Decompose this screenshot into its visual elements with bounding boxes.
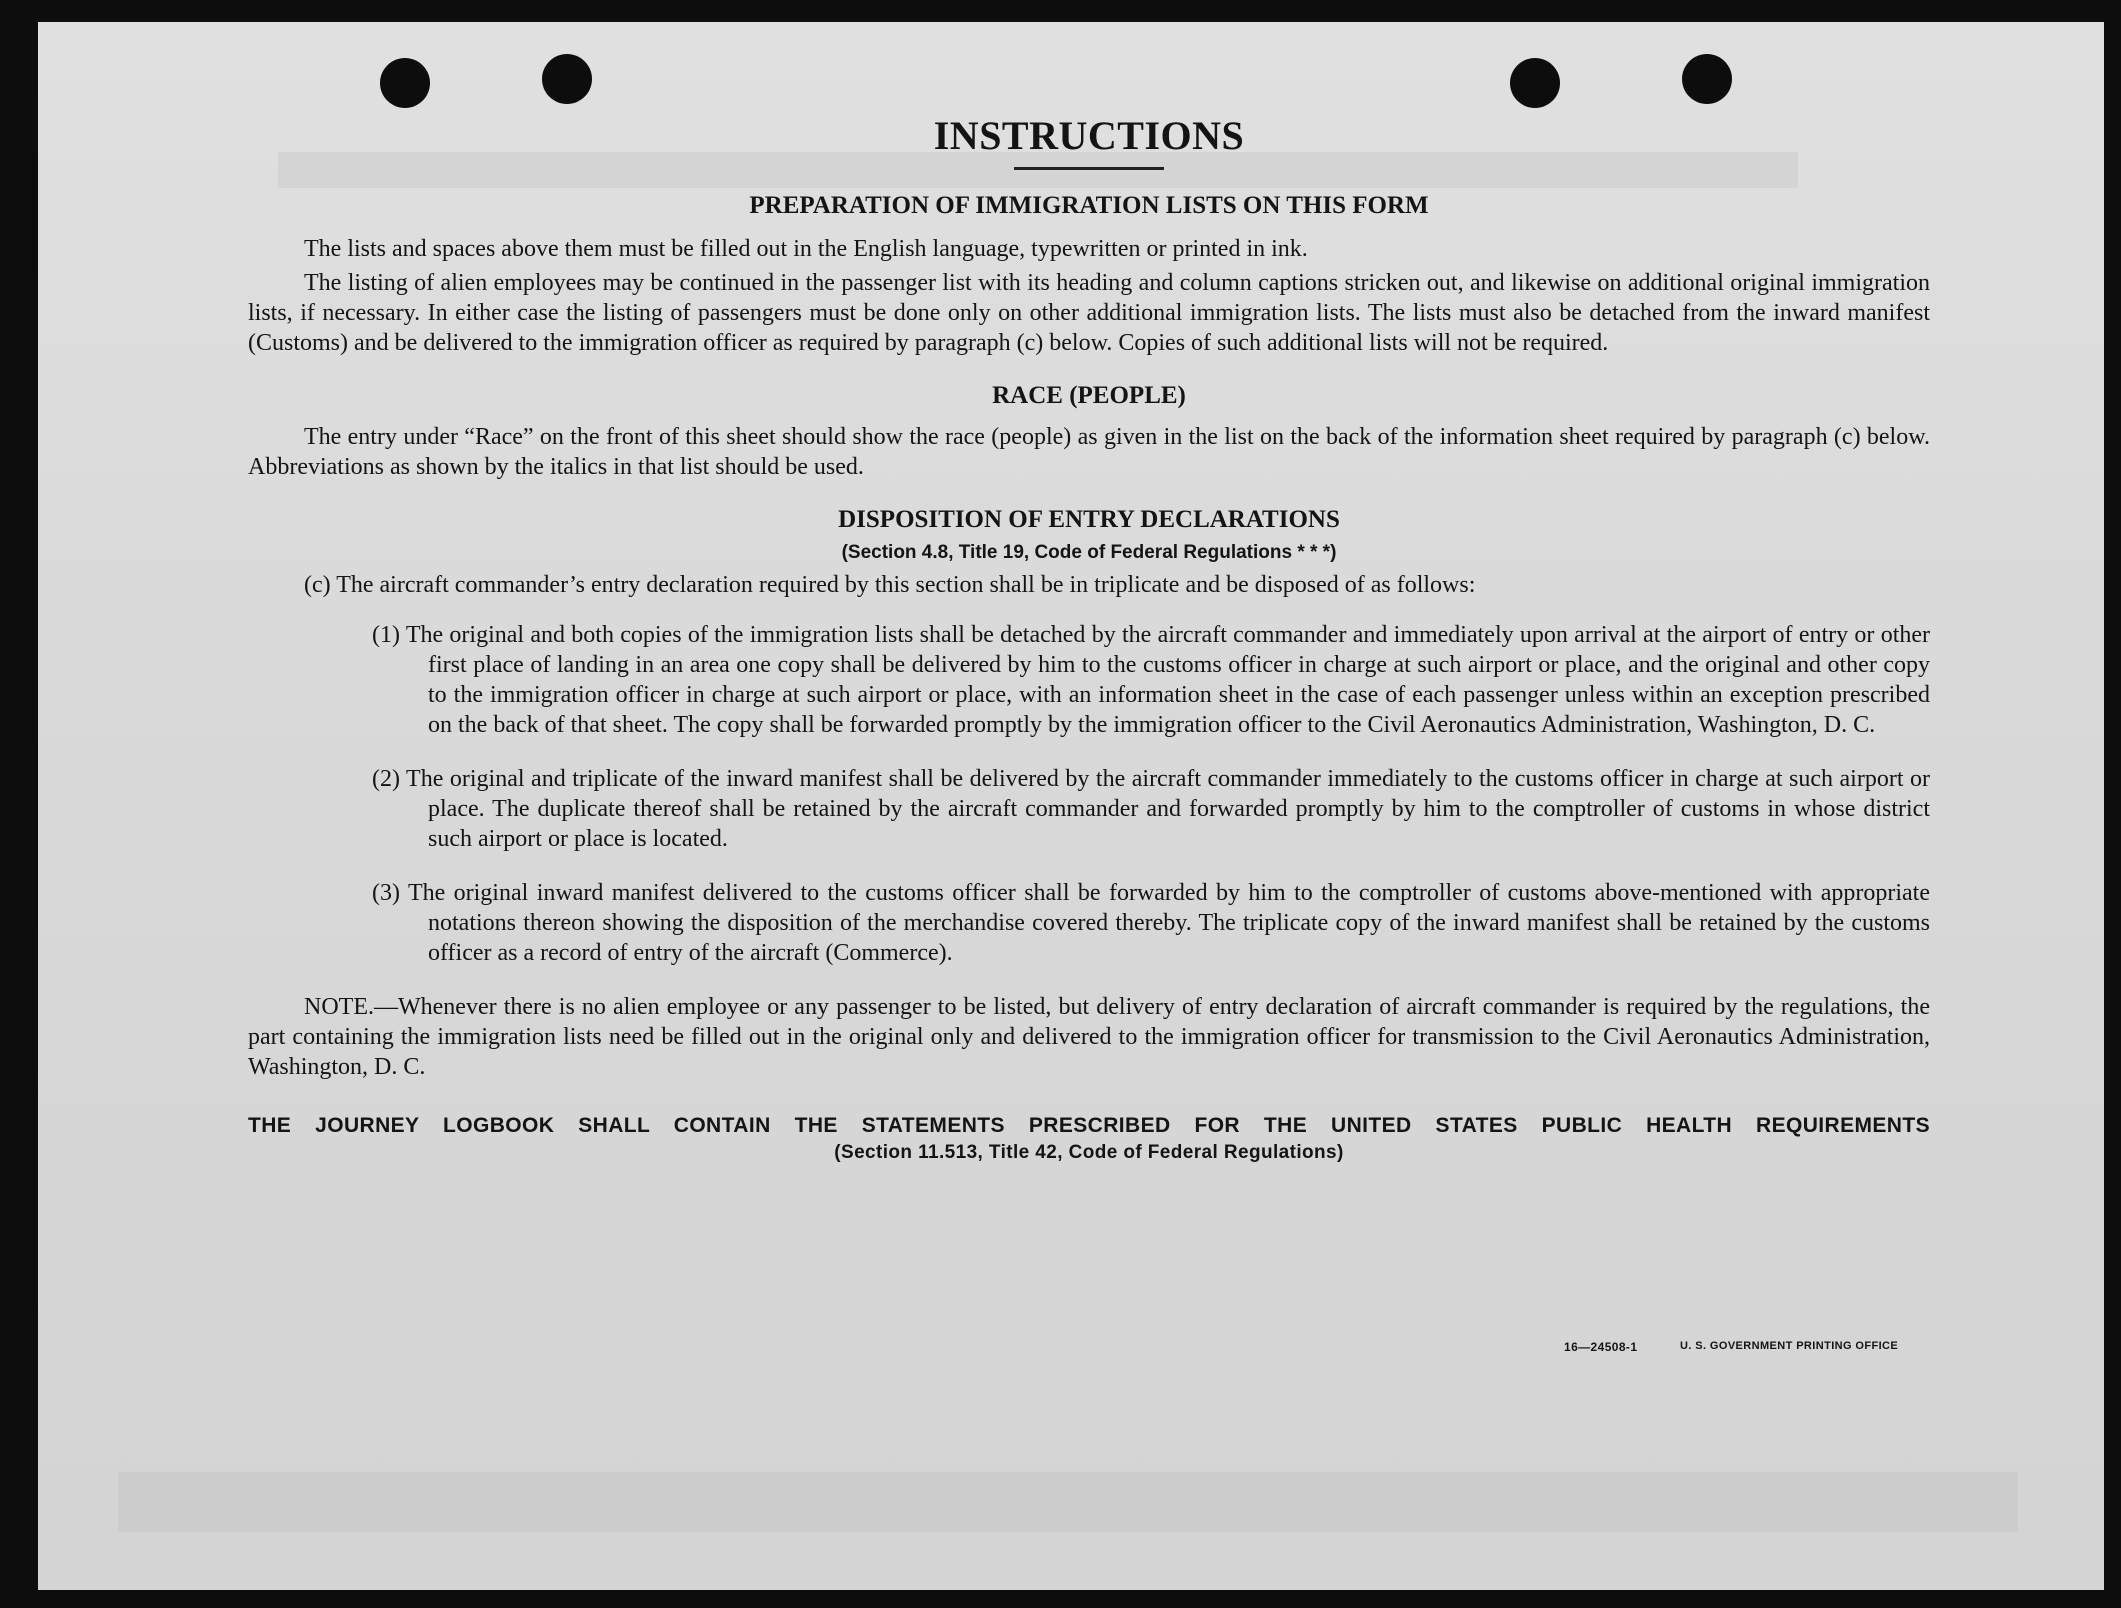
health-statement: THE JOURNEY LOGBOOK SHALL CONTAIN THE STATEMENTS PRESCRIBED FOR THE UNITED STATES PUBLIC HEALTH REQUIREMENTS (248, 1114, 1930, 1137)
document-sheet (38, 22, 2104, 1590)
section-heading-disposition: DISPOSITION OF ENTRY DECLARATIONS (838, 506, 1340, 533)
punch-hole (1682, 54, 1732, 104)
punch-hole (1510, 58, 1560, 108)
title-underline (1014, 167, 1164, 170)
disposition-citation: (Section 4.8, Title 19, Code of Federal Regulations * * *) (841, 542, 1337, 563)
race-paragraph: The entry under “Race” on the front of this sheet should show the race (people) as given in the list on the back of the information sheet required by paragraph (c) below. Abbreviations as shown by the italics in that list should be used. (248, 424, 1930, 480)
section-heading-preparation: PREPARATION OF IMMIGRATION LISTS ON THIS FORM (749, 192, 1429, 219)
printer-imprint: U. S. GOVERNMENT PRINTING OFFICE (1680, 1340, 1899, 1352)
disposition-item-1: (1) The original and both copies of the immigration lists shall be detached by the aircraft commander and immediately upon arrival at the airport of entry or other first place of landing in an area one copy shall be delivered by him to the customs officer in charge at such airport or place, and the original and other copy to the immigration officer in charge at such airport or place, with an information sheet in the case of each passenger unless within an exception prescribed on the back of that sheet. The copy shall be forwarded promptly by the immigration officer to the Civil Aeronautics Administration, Washington, D. C. (372, 622, 1930, 738)
preparation-paragraph-1: The lists and spaces above them must be filled out in the English language, typewritten or printed in ink. (304, 236, 1308, 262)
preparation-paragraph-2: The listing of alien employees may be continued in the passenger list with its heading and column captions stricken out, and likewise on additional original immigration lists, if necessary. In either case the listing of passengers must be done only on other additional immigration lists. The lists must also be detached from the inward manifest (Customs) and be delivered to the immigration officer as required by paragraph (c) below. Copies of such additional lists will not be required. (248, 270, 1930, 356)
disposition-item-2: (2) The original and triplicate of the inward manifest shall be delivered by the aircraft commander immediately to the customs officer in charge at such airport or place. The duplicate thereof shall be retained by the aircraft commander and forwarded promptly by him to the comptroller of customs in whose district such airport or place is located. (372, 766, 1930, 852)
bleed-through-shadow (118, 1472, 2018, 1532)
disposition-intro: (c) The aircraft commander’s entry declaration required by this section shall be in triplicate and be disposed of as follows: (304, 572, 1476, 598)
form-number: 16—24508-1 (1564, 1340, 1638, 1354)
health-citation: (Section 11.513, Title 42, Code of Federal Regulations) (834, 1142, 1344, 1163)
section-heading-race: RACE (PEOPLE) (992, 382, 1186, 409)
note-paragraph: NOTE.—Whenever there is no alien employee or any passenger to be listed, but delivery of entry declaration of aircraft commander is required by the regulations, the part containing the immigration lists need be filled out in the original only and delivered to the immigration officer for transmission to the Civil Aeronautics Administration, Washington, D. C. (248, 994, 1930, 1080)
disposition-item-3: (3) The original inward manifest delivered to the customs officer shall be forwarded by him to the comptroller of customs above-mentioned with appropriate notations thereon showing the disposition of the merchandise covered thereby. The triplicate copy of the inward manifest shall be retained by the customs officer as a record of entry of the aircraft (Commerce). (372, 880, 1930, 966)
page-title: INSTRUCTIONS (933, 113, 1245, 158)
instructions-content (248, 112, 1930, 1164)
punch-hole (380, 58, 430, 108)
punch-hole (542, 54, 592, 104)
